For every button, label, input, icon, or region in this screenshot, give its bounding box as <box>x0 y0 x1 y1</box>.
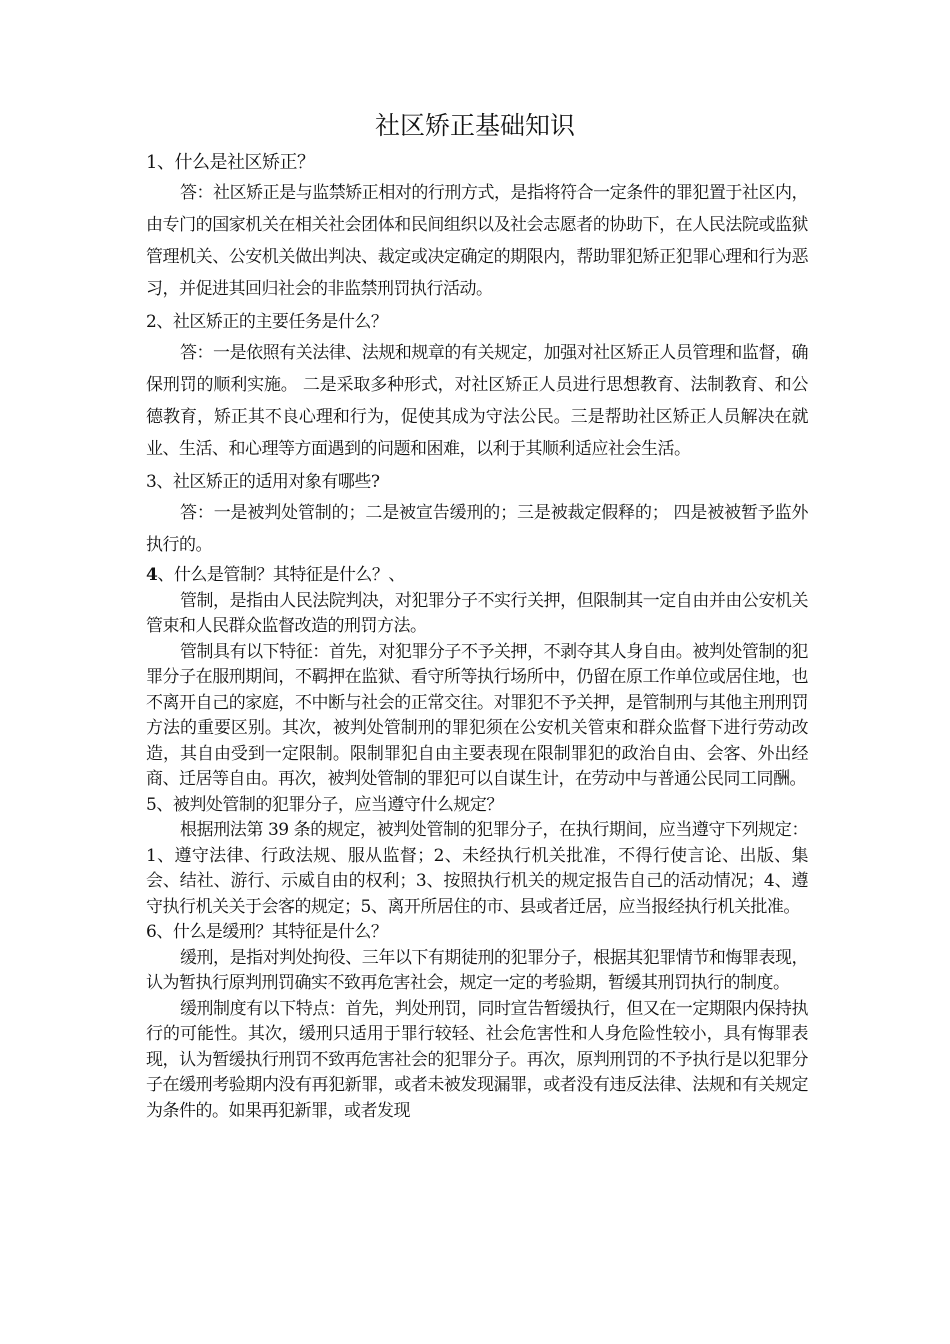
question-4-text: 、什么是管制？其特征是什么？、 <box>157 565 405 585</box>
document-body <box>146 148 808 1124</box>
document-title: 社区矫正基础知识 <box>374 111 575 140</box>
answer-4-paragraph-1: 管制，是指由人民法院判决，对犯罪分子不实行关押，但限制其一定自由并由公安机关管束和人民群众监督改造的刑罚方法。 <box>146 590 808 636</box>
section-group-spaced <box>146 148 808 561</box>
answer-4-paragraph-2: 管制具有以下特征：首先，对犯罪分子不予关押，不剥夺其人身自由。被判处管制的犯罪分子在服刑期间，不羁押在监狱、看守所等执行场所中，仍留在原工作单位或居住地，也不离开自己的家庭，不中断与社会的正常交往。对罪犯不予关押，是管制刑与其他主刑刑罚方法的重要区别。其次，被判处管制刑的罪犯须在公安机关管束和群众监督下进行劳动改造，其自由受到一定限制。限制罪犯自由主要表现在限制罪犯的政治自由、会客、外出经商、迁居等自由。再次，被判处管制的罪犯可以自谋生计，在劳动中与普通公民同工同酬。 <box>146 641 808 789</box>
question-4 <box>146 563 808 589</box>
question-4-number: 4 <box>146 565 158 585</box>
question-1: 1、什么是社区矫正？ <box>146 152 315 173</box>
answer-2-paragraph: 答：一是依照有关法律、法规和规章的有关规定，加强对社区矫正人员管理和监督，确保刑罚的顺利实施。 二是采取多种形式，对社区矫正人员进行思想教育、法制教育、和公德教育，矫正其不良心理和行为，促使其成为守法公民。三是帮助社区矫正人员解决在就业、生活、和心理等方面遇到的问题和困难，以利于其顺利适应社会生活。 <box>146 343 808 459</box>
question-6: 6、什么是缓刑？其特征是什么？ <box>146 922 388 942</box>
answer-1-paragraph: 答：社区矫正是与监禁矫正相对的行刑方式，是指将符合一定条件的罪犯置于社区内，由专门的国家机关在相关社会团体和民间组织以及社会志愿者的协助下，在人民法院或监狱管理机关、公安机关做出判决、裁定或决定确定的期限内，帮助罪犯矫正犯罪心理和行为恶习，并促进其回归社会的非监禁刑罚执行活动。 <box>146 183 808 299</box>
answer-5-paragraph: 根据刑法第 39 条的规定，被判处管制的犯罪分子，在执行期间，应当遵守下列规定：1、遵守法律、行政法规、服从监督；2、未经执行机关批准，不得行使言论、出版、集会、结社、游行、示威自由的权利；3、按照执行机关的规定报告自己的活动情况；4、遵守执行机关关于会客的规定；5、离开所居住的市、县或者迁居，应当报经执行机关批准。 <box>146 820 808 917</box>
section-group-compact <box>146 563 808 1124</box>
question-2: 2、社区矫正的主要任务是什么？ <box>146 312 388 332</box>
answer-6-paragraph-2: 缓刑制度有以下特点：首先，判处刑罚，同时宣告暂缓执行，但又在一定期限内保持执行的可能性。其次，缓刑只适用于罪行较轻、社会危害性和人身危险性较小，具有悔罪表现，认为暂缓执行刑罚不致再危害社会的犯罪分子。再次，原判刑罚的不予执行是以犯罪分子在缓刑考验期内没有再犯新罪，或者未被发现漏罪，或者没有违反法律、法规和有关规定为条件的。如果再犯新罪，或者发现 <box>146 998 808 1121</box>
question-5: 5、被判处管制的犯罪分子，应当遵守什么规定？ <box>146 794 503 815</box>
answer-3-paragraph: 答：一是被判处管制的；二是被宣告缓刑的；三是被裁定假释的； 四是被被暂予监外执行的。 <box>146 503 808 555</box>
answer-6-paragraph-1: 缓刑，是指对判处拘役、三年以下有期徒刑的犯罪分子，根据其犯罪情节和悔罪表现，认为暂执行原判刑罚确实不致再危害社会，规定一定的考验期，暂缓其刑罚执行的制度。 <box>146 947 808 993</box>
question-3: 3、社区矫正的适用对象有哪些? <box>146 472 380 492</box>
